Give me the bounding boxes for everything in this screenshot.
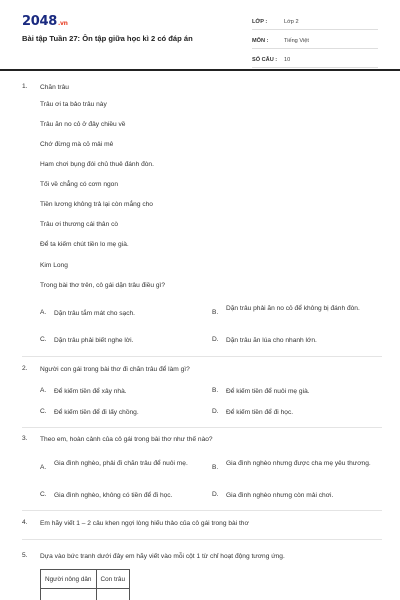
question-divider [22,510,382,511]
meta-row-class [252,14,378,30]
table-cell-buffalo[interactable] [96,589,130,600]
meta-row-subject [252,33,378,49]
option-letter: C. [40,336,47,343]
poem-line: Trâu ơi ta bảo trâu này [40,101,107,108]
header-divider [0,69,400,71]
option-letter: D. [212,408,219,415]
option-text: Để kiếm tiền để xây nhà. [54,388,127,395]
question-text: Theo em, hoàn cảnh của cô gái trong bài thơ như thế nào? [40,436,213,443]
page-title: Bài tập Tuần 27: Ôn tập giữa học kì 2 có đáp án [22,34,193,43]
option-a[interactable] [40,459,200,479]
option-letter: B. [212,387,219,394]
option-text: Dặn trâu phải ăn no cỏ để không bị đánh đòn. [226,305,360,312]
poem-line: Tối về chẳng có cơm ngon [40,181,118,188]
option-c[interactable] [40,491,200,501]
question-divider [22,539,382,540]
option-a[interactable] [40,387,200,397]
option-d[interactable] [212,336,372,346]
meta-info [252,14,378,71]
question-text: Dựa vào bức tranh dưới đây em hãy viết vào mỗi cột 1 từ chỉ hoạt động tương ứng. [40,553,285,560]
answer-table [40,569,130,600]
poem-line: Chớ đừng mà cỏ mải mê [40,141,114,148]
question-text: Chăn trâu [40,84,69,91]
poem-line: Trâu ơi thương cái thân cò [40,221,119,228]
meta-key: LỚP : [252,18,268,25]
question-prompt: Trong bài thơ trên, cô gái dặn trâu điều gì? [40,282,166,289]
logo-text: 2048 [22,14,57,29]
option-letter: C. [40,491,47,498]
meta-key: MÔN : [252,37,269,44]
option-text: Để kiếm tiền để đi lấy chồng. [54,409,139,416]
question-number: 1. [22,83,28,90]
question-5 [22,552,382,562]
option-a[interactable] [40,309,200,319]
question-number: 3. [22,435,28,442]
table-header-buffalo: Con trâu [96,570,130,589]
question-4 [22,519,382,529]
option-letter: A. [40,309,47,316]
meta-value: Lớp 2 [284,18,299,25]
meta-value: 10 [284,56,291,63]
logo-tld: .vn [57,20,68,27]
poem-line: Tiền lương không trả lại còn mắng cho [40,201,153,208]
option-text: Dặn trâu tắm mát cho sạch. [54,310,135,317]
option-letter: C. [40,408,47,415]
option-b[interactable] [212,304,372,324]
question-number: 2. [22,365,28,372]
question-divider [22,356,382,357]
option-letter: A. [40,387,47,394]
poem-line: Để ta kiếm chút tiền lo mẹ già. [40,241,129,248]
meta-value: Tiếng Việt [284,37,309,44]
question-3 [22,435,382,445]
option-letter: B. [212,464,219,471]
meta-row-count [252,52,378,68]
table-header-row [41,570,130,589]
option-letter: A. [40,464,47,471]
question-text: Em hãy viết 1 – 2 câu khen ngợi lòng hiếu thảo của cô gái trong bài thơ [40,520,249,527]
site-logo[interactable] [22,14,68,29]
option-d[interactable] [212,491,372,501]
option-text: Dặn trâu ăn lúa cho nhanh lớn. [226,337,317,344]
option-c[interactable] [40,408,200,418]
table-cell-farmer[interactable] [41,589,97,600]
option-d[interactable] [212,408,372,418]
option-text: Gia đình nghèo, không có tiền để đi học. [54,492,173,499]
table-row [41,589,130,600]
question-text: Người con gái trong bài thơ đi chăn trâu để làm gì? [40,366,190,373]
table-header-farmer: Người nông dân [41,570,97,589]
option-b[interactable] [212,459,372,479]
question-number: 5. [22,552,28,559]
option-letter: D. [212,491,219,498]
option-letter: B. [212,309,219,316]
question-divider [22,427,382,428]
option-text: Dặn trâu phải biết nghe lời. [54,337,134,344]
meta-key: SỐ CÂU : [252,56,278,63]
option-text: Gia đình nghèo, phải đi chăn trâu để nuôi mẹ. [54,460,188,467]
poem-line: Trâu ăn no cỏ ở đây chiều về [40,121,126,128]
option-letter: D. [212,336,219,343]
option-text: Để kiếm tiền để nuôi mẹ già. [226,388,310,395]
option-text: Gia đình nghèo nhưng được cha mẹ yêu thương. [226,460,371,467]
poem-author: Kim Long [40,262,68,269]
document-header [0,0,400,66]
option-text: Để kiếm tiền để đi học. [226,409,294,416]
question-number: 4. [22,519,28,526]
option-c[interactable] [40,336,200,346]
poem-line: Ham chơi bụng đói chủ thuê đánh đòn. [40,161,154,168]
question-1 [22,83,382,93]
question-2 [22,365,382,375]
option-b[interactable] [212,387,372,397]
option-text: Gia đình nghèo nhưng còn mải chơi. [226,492,334,499]
